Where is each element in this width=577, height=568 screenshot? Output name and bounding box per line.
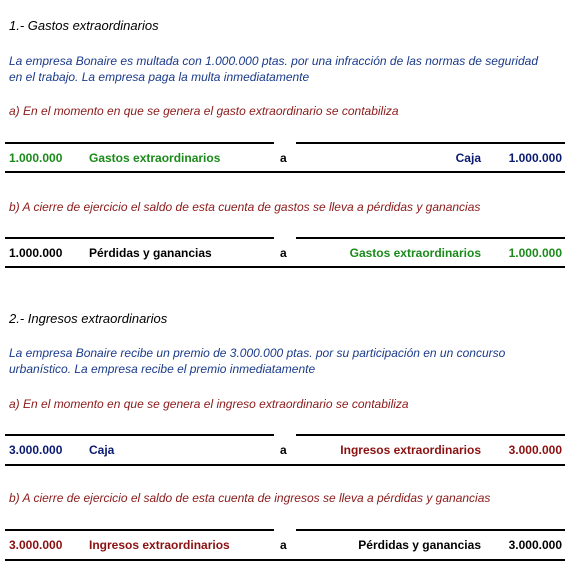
rule-bottom [5,266,565,268]
credit-account: Caja [455,151,481,165]
debit-amount: 1.000.000 [9,151,63,165]
debit-amount: 1.000.000 [9,246,63,260]
rule-left [5,142,274,144]
section-1-title: 1.- Gastos extraordinarios [9,18,159,33]
credit-account: Pérdidas y ganancias [358,538,481,552]
debit-amount: 3.000.000 [9,443,63,457]
entry-separator: a [280,246,287,260]
entry-separator: a [280,538,287,552]
section-2-note-a: a) En el momento en que se genera el ingreso extraordinario se contabiliza [9,397,409,411]
credit-account: Ingresos extraordinarios [340,443,481,457]
rule-right [296,434,565,436]
rule-right [296,237,565,239]
section-1-note-a: a) En el momento en que se genera el gasto extraordinario se contabiliza [9,104,399,118]
rule-bottom [5,559,565,561]
rule-left [5,529,274,531]
section-1-note-b: b) A cierre de ejercicio el saldo de esta cuenta de gastos se lleva a pérdidas y ganancias [9,200,481,214]
entry-separator: a [280,443,287,457]
debit-account: Pérdidas y ganancias [89,246,212,260]
rule-right [296,142,565,144]
rule-bottom [5,171,565,173]
credit-amount: 1.000.000 [508,151,562,165]
debit-account: Gastos extraordinarios [89,151,221,165]
credit-account: Gastos extraordinarios [349,246,481,260]
debit-account: Caja [89,443,115,457]
credit-amount: 3.000.000 [508,443,562,457]
rule-left [5,434,274,436]
rule-left [5,237,274,239]
rule-bottom [5,464,565,466]
debit-account: Ingresos extraordinarios [89,538,230,552]
debit-amount: 3.000.000 [9,538,63,552]
credit-amount: 1.000.000 [508,246,562,260]
section-2-note-b: b) A cierre de ejercicio el saldo de esta cuenta de ingresos se lleva a pérdidas y ganancias [9,491,491,505]
section-1-intro: La empresa Bonaire es multada con 1.000.000 ptas. por una infracción de las normas de seguridad en el trabajo. La empresa paga la multa inmediatamente [9,54,538,84]
entry-separator: a [280,151,287,165]
credit-amount: 3.000.000 [508,538,562,552]
rule-right [296,529,565,531]
section-2-title: 2.- Ingresos extraordinarios [9,311,168,326]
section-2-intro: La empresa Bonaire recibe un premio de 3.000.000 ptas. por su participación en un concurso urbanístico. La empresa recibe el premio inmediatamente [9,346,506,376]
